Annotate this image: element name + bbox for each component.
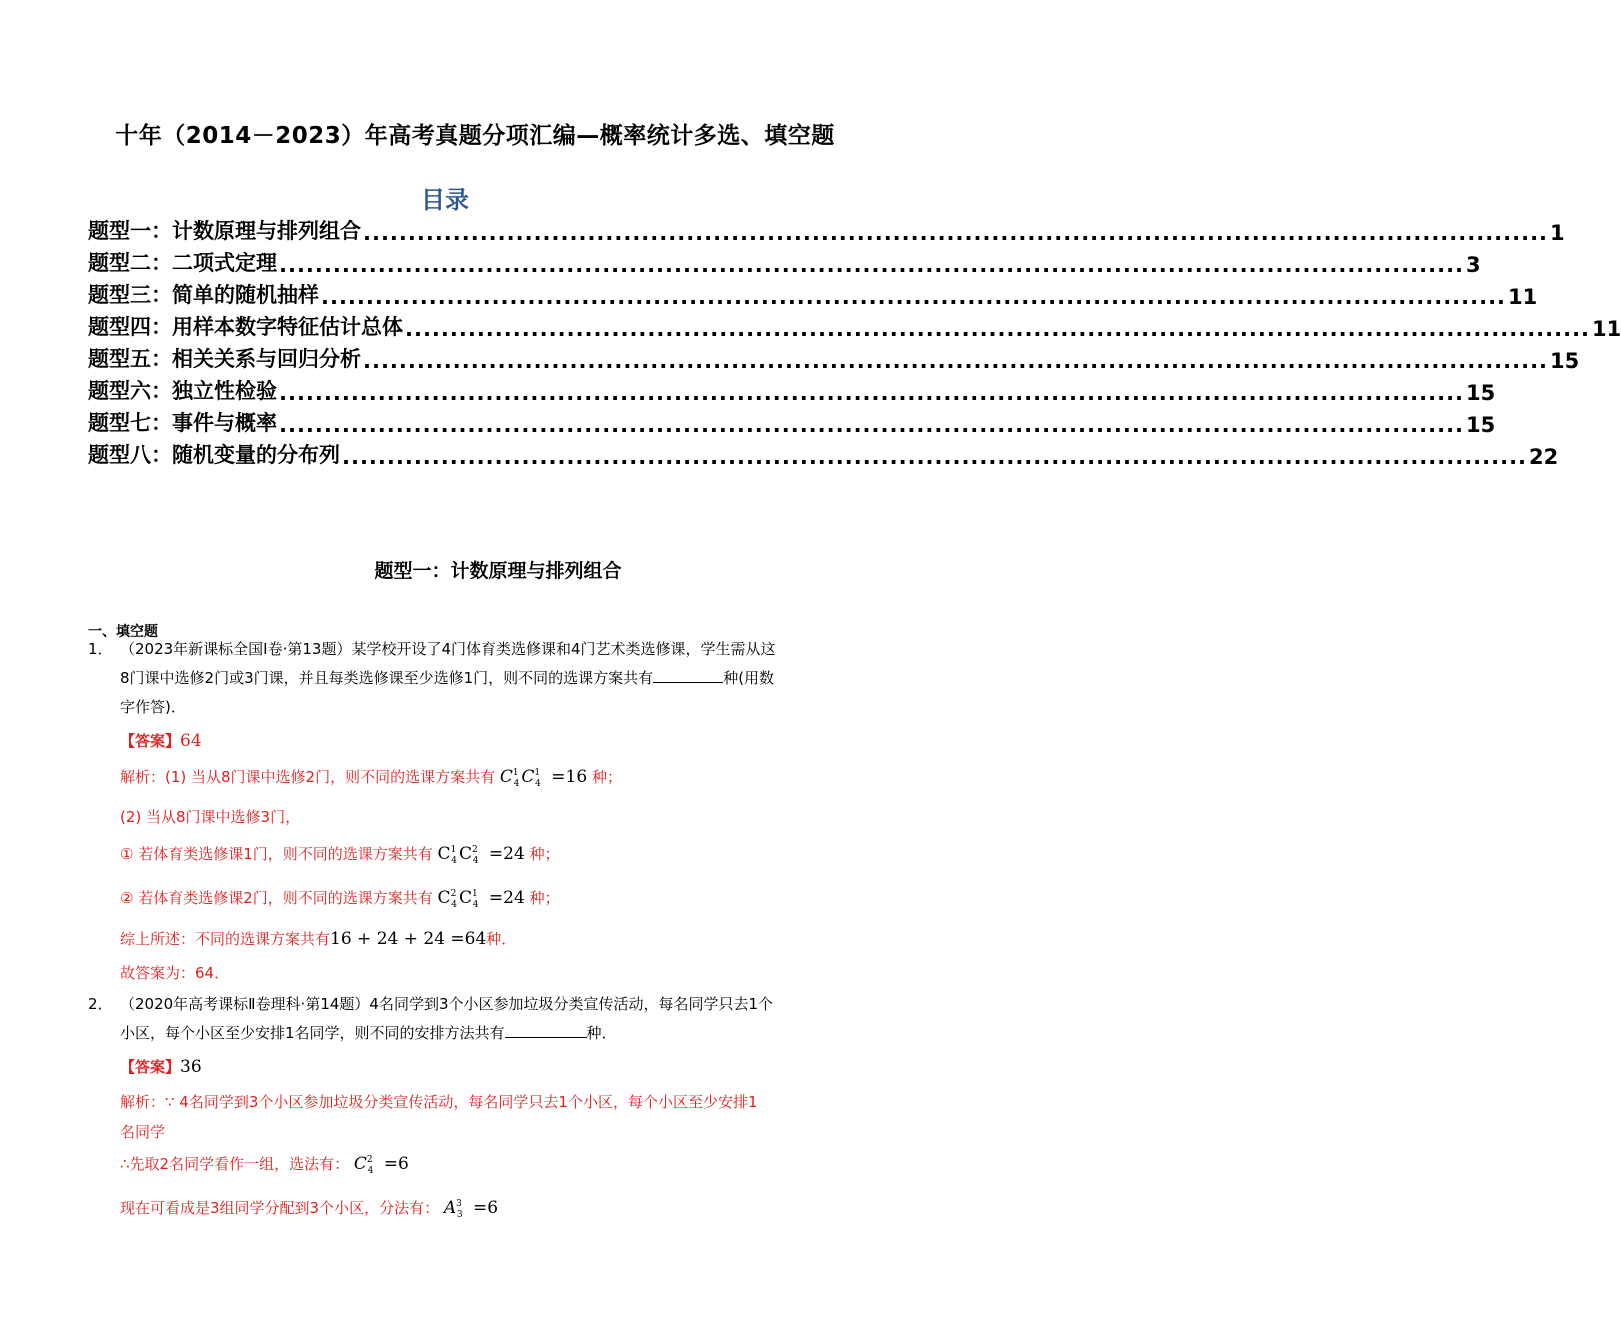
document-title: 十年（2014－2023）年高考真题分项汇编—概率统计多选、填空题 (115, 123, 835, 149)
solution-line: 故答案为：64． (120, 964, 230, 982)
toc-entry-label: 题型八：随机变量的分布列 (88, 443, 340, 467)
question-text-line: 字作答)． (120, 698, 186, 716)
question-number: 2． (88, 995, 113, 1013)
toc-leader-dots: .................................................................................................................................... (363, 349, 1549, 373)
answer-line (120, 1056, 202, 1077)
solution-text: 现在可看成是3组同学分配到3个小区，分法有： (120, 1199, 440, 1217)
question-text-line: （2020年高考课标Ⅱ卷理科·第14题）4名同学到3个小区参加垃圾分类宣传活动，每名同学只去1个 (120, 995, 774, 1013)
question-number: 1． (88, 640, 113, 658)
toc-entry-page: 22 (1529, 445, 1559, 469)
toc-entry-label: 题型六：独立性检验 (88, 379, 277, 403)
answer-label: 【答案】 (120, 732, 181, 750)
combination-formula: $C^1_4$ $C^1_4 =16$ (499, 767, 588, 789)
toc-entry[interactable] (88, 437, 1559, 469)
toc-leader-dots: .................................................................................................................................... (405, 317, 1591, 341)
toc-entry[interactable] (88, 405, 1496, 437)
toc-entry-label: 题型五：相关关系与回归分析 (88, 347, 361, 371)
toc-entry-page: 15 (1550, 349, 1580, 373)
subsection-heading: 一、填空题 (88, 624, 158, 640)
toc-entry-label: 题型三：简单的随机抽样 (88, 283, 319, 307)
solution-text: 种； (591, 768, 622, 786)
toc-entry-page: 15 (1466, 413, 1496, 437)
solution-text: 综上所述：不同的选课方案共有 (120, 930, 331, 948)
solution-text: ∴先取2名同学看作一组，选法有： (120, 1155, 350, 1173)
solution-line (120, 887, 560, 908)
solution-text: 解析：(1) 当从8门课中选修2门，则不同的选课方案共有 (120, 768, 496, 786)
toc-leader-dots: .................................................................................................................................... (321, 285, 1507, 309)
question-text-line: （2023年新课标全国Ⅰ卷·第13题）某学校开设了4门体育类选修课和4门艺术类选修课，学生需从这 (120, 640, 776, 658)
toc-entry[interactable] (88, 373, 1496, 405)
combination-formula: $C^1_4$ $C^2_4 =24$ (437, 844, 525, 866)
formula-result: =6 (473, 1198, 499, 1218)
formula-result: =6 (383, 1154, 409, 1174)
toc-entry-page: 1 (1550, 221, 1565, 245)
solution-line (120, 928, 516, 949)
solution-line (120, 1197, 498, 1218)
toc-entry[interactable] (88, 245, 1481, 277)
solution-text: ① 若体育类选修课1门，则不同的选课方案共有 (120, 845, 433, 863)
answer-label: 【答案】 (120, 1058, 181, 1076)
solution-line (120, 766, 622, 787)
toc-entry[interactable] (88, 277, 1538, 309)
formula-result: =24 (488, 844, 525, 864)
arrangement-formula: $A^3_3 =6$ (443, 1198, 499, 1220)
toc-entry[interactable] (88, 309, 1621, 341)
toc-leader-dots: .................................................................................................................................... (342, 445, 1528, 469)
solution-line: 名同学 (120, 1123, 166, 1141)
toc-leader-dots: .................................................................................................................................... (279, 253, 1465, 277)
toc-entry-page: 11 (1592, 317, 1621, 341)
toc-leader-dots: .................................................................................................................................... (363, 221, 1549, 245)
sum-formula: 16 + 24 + 24 =64 (330, 929, 487, 949)
combination-formula: $C^2_4 =6$ (353, 1154, 409, 1176)
answer-line (120, 730, 202, 751)
toc-leader-dots: .................................................................................................................................... (279, 381, 1465, 405)
section-title: 题型一：计数原理与排列组合 (374, 560, 622, 582)
toc-entry-label: 题型四：用样本数字特征估计总体 (88, 315, 403, 339)
solution-text: 种； (529, 889, 560, 907)
toc-entry-page: 3 (1466, 253, 1481, 277)
solution-line: 解析：∵ 4名同学到3个小区参加垃圾分类宣传活动，每名同学只去1个小区，每个小区至少安排1 (120, 1093, 758, 1111)
toc-entry-page: 11 (1508, 285, 1538, 309)
toc-entry[interactable] (88, 341, 1580, 373)
answer-blank (505, 1023, 587, 1038)
formula-result: =24 (488, 888, 525, 908)
toc-leader-dots: .................................................................................................................................... (279, 413, 1465, 437)
solution-line (120, 1153, 409, 1174)
answer-value: 36 (180, 1057, 202, 1077)
combination-formula: $C^2_4$ $C^1_4 =24$ (437, 888, 525, 910)
solution-text: 种； (529, 845, 560, 863)
toc-entry-label: 题型二：二项式定理 (88, 251, 277, 275)
question-text: 种(用数 (723, 669, 775, 687)
solution-line (120, 843, 560, 864)
question-text-line (120, 664, 868, 693)
answer-value: 64 (180, 731, 202, 751)
solution-text: ② 若体育类选修课2门，则不同的选课方案共有 (120, 889, 433, 907)
table-of-contents (88, 213, 1621, 469)
toc-entry-label: 题型七：事件与概率 (88, 411, 277, 435)
solution-text: 种． (486, 930, 517, 948)
toc-entry[interactable] (88, 213, 1565, 245)
solution-line: (2) 当从8门课中选修3门， (120, 808, 301, 826)
question-1 (88, 635, 868, 722)
question-2 (88, 990, 868, 1048)
question-text: 小区，每个小区至少安排1名同学，则不同的安排方法共有 (120, 1024, 505, 1042)
toc-heading: 目录 (421, 186, 469, 214)
formula-result: =16 (551, 767, 588, 787)
toc-entry-label: 题型一：计数原理与排列组合 (88, 219, 361, 243)
answer-blank (653, 668, 723, 683)
question-text: 种． (586, 1024, 617, 1042)
toc-entry-page: 15 (1466, 381, 1496, 405)
question-text-line (120, 1019, 868, 1048)
question-text: 8门课中选修2门或3门课，并且每类选修课至少选修1门，则不同的选课方案共有 (120, 669, 654, 687)
